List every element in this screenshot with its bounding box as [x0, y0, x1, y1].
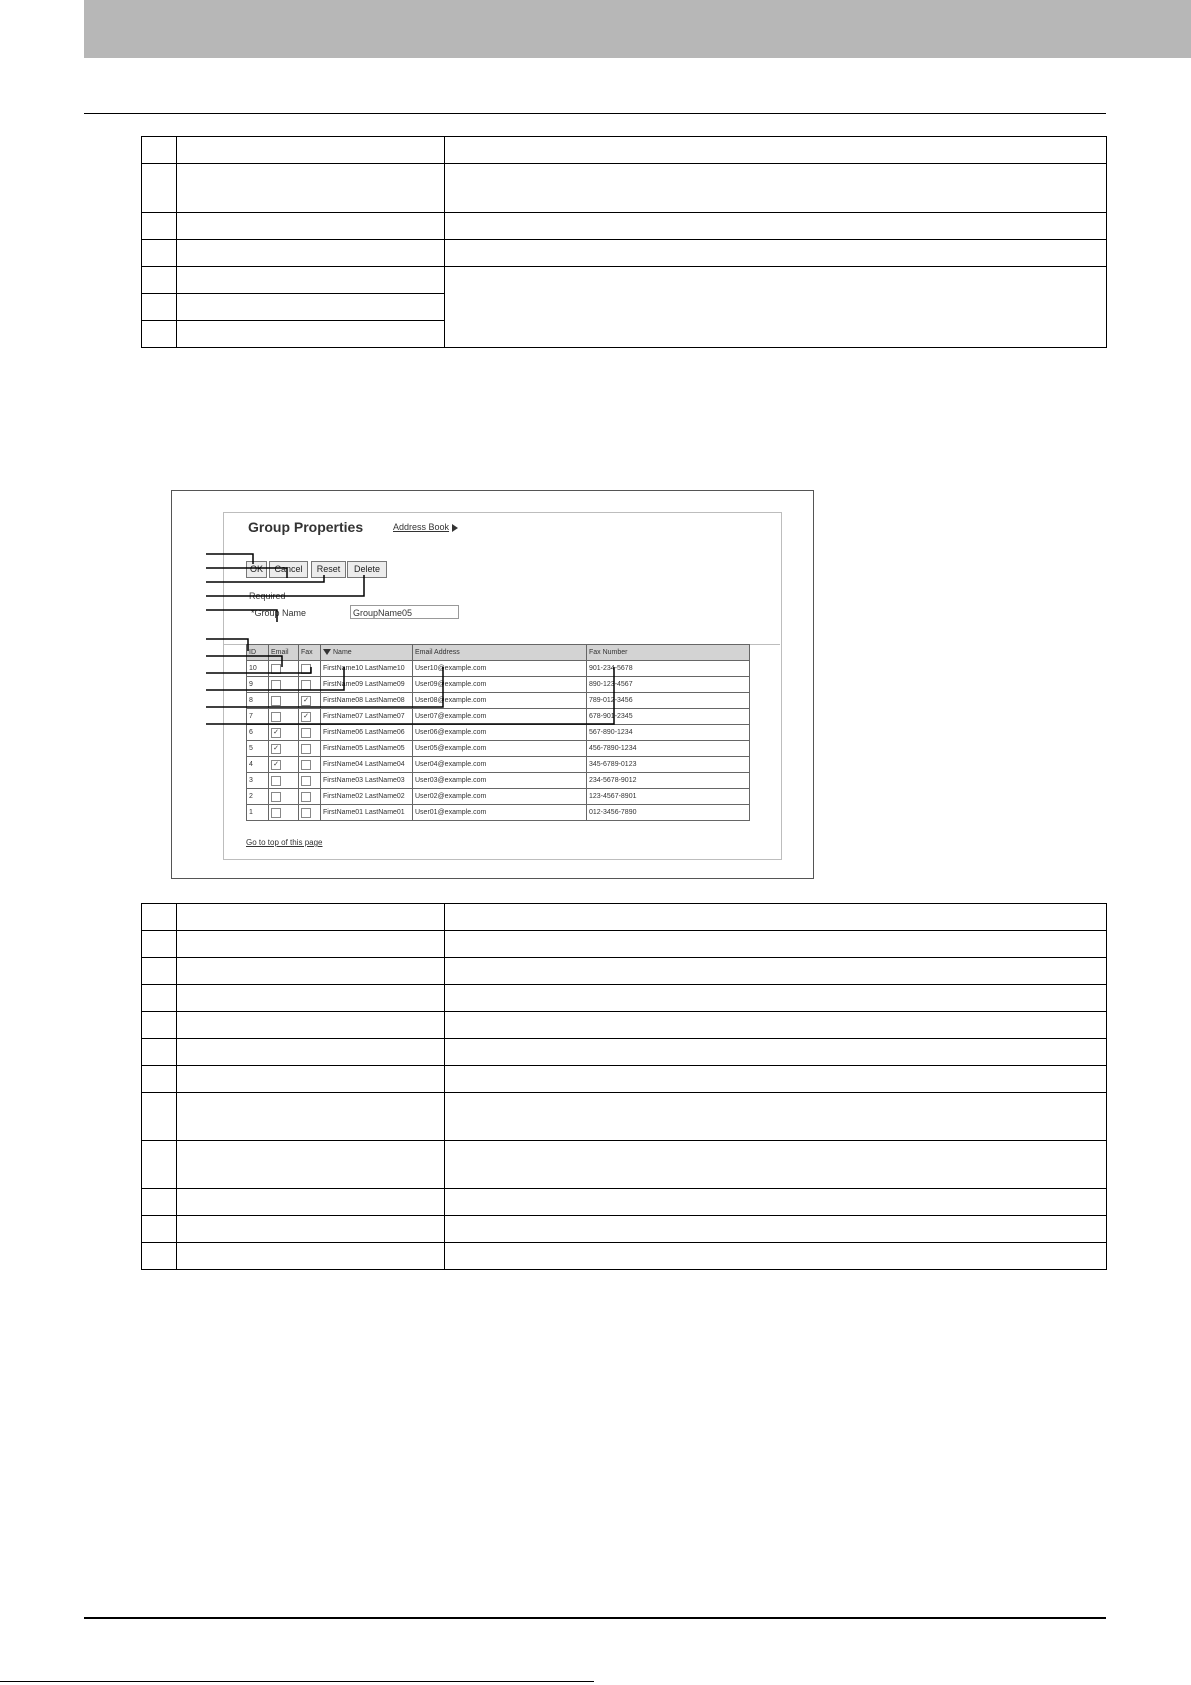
email-checkbox[interactable]: ✓	[271, 728, 281, 738]
cell-fax-number: 234-5678-9012	[587, 773, 750, 789]
column-header-fax[interactable]: Fax	[299, 645, 321, 661]
cell-fax-number: 123-4567-8901	[587, 789, 750, 805]
table-row	[142, 1216, 1107, 1243]
cell-id: 8	[247, 693, 269, 709]
column-header-email[interactable]: Email	[269, 645, 299, 661]
table-row	[142, 904, 1107, 931]
callout-line-reset	[206, 575, 324, 582]
go-to-top-link[interactable]: Go to top of this page	[246, 838, 323, 847]
column-header-fax-number[interactable]: Fax Number	[587, 645, 750, 661]
cell-id: 5	[247, 741, 269, 757]
table-row	[142, 1141, 1107, 1189]
column-header-email-address[interactable]: Email Address	[413, 645, 587, 661]
callout-line-group-name	[206, 610, 277, 622]
cell-email-address: User03@example.com	[413, 773, 587, 789]
cell-fax-number: 678-901-2345	[587, 709, 750, 725]
table-row	[142, 985, 1107, 1012]
footer-line	[0, 1681, 594, 1682]
cell-fax-number: 567-890-1234	[587, 725, 750, 741]
cell-email-address: User01@example.com	[413, 805, 587, 821]
table-row	[142, 958, 1107, 985]
callout-line-fax	[206, 667, 311, 673]
cell-fax-number: 012-3456-7890	[587, 805, 750, 821]
cell-fax-number: 890-123-4567	[587, 677, 750, 693]
table-row	[142, 1189, 1107, 1216]
cell-name[interactable]: FirstName10 LastName10	[321, 661, 413, 677]
ok-button[interactable]: OK	[246, 561, 267, 578]
email-checkbox[interactable]: ✓	[271, 760, 281, 770]
cell-email-address: User10@example.com	[413, 661, 587, 677]
cell-id: 7	[247, 709, 269, 725]
group-name-input[interactable]: GroupName05	[350, 605, 459, 619]
address-book-link[interactable]: Address Book	[393, 522, 458, 532]
cell-name[interactable]: FirstName01 LastName01	[321, 805, 413, 821]
fax-checkbox[interactable]: ✓	[301, 696, 311, 706]
callout-line-name	[206, 667, 344, 690]
cell-id: 3	[247, 773, 269, 789]
table-row	[142, 1066, 1107, 1093]
fax-checkbox[interactable]: ✓	[301, 712, 311, 722]
cell-name[interactable]: FirstName05 LastName05	[321, 741, 413, 757]
cell-id: 4	[247, 757, 269, 773]
cell-email-address: User07@example.com	[413, 709, 587, 725]
cell-fax-number: 456-7890-1234	[587, 741, 750, 757]
cell-fax-number: 789-012-3456	[587, 693, 750, 709]
cell-email-address: User04@example.com	[413, 757, 587, 773]
cell-email-address: User09@example.com	[413, 677, 587, 693]
table-row	[142, 1243, 1107, 1270]
delete-button[interactable]: Delete	[347, 561, 387, 578]
cell-id: 10	[247, 661, 269, 677]
column-header-id[interactable]: ID	[247, 645, 269, 661]
cell-name[interactable]: FirstName07 LastName07	[321, 709, 413, 725]
reset-button[interactable]: Reset	[311, 561, 346, 578]
callout-line-id	[206, 639, 248, 651]
cell-name[interactable]: FirstName02 LastName02	[321, 789, 413, 805]
cell-name[interactable]: FirstName09 LastName09	[321, 677, 413, 693]
callout-line-email	[206, 656, 282, 667]
email-checkbox[interactable]: ✓	[271, 744, 281, 754]
cell-id: 6	[247, 725, 269, 741]
required-note: Required	[249, 591, 286, 601]
footer-rule	[84, 1617, 1106, 1619]
callout-line-fax-number	[206, 667, 614, 724]
table-row	[142, 1012, 1107, 1039]
cell-id: 2	[247, 789, 269, 805]
group-name-label: *Group Name	[251, 608, 307, 618]
table-row	[142, 1093, 1107, 1141]
callout-line-cancel	[206, 568, 287, 578]
cell-fax-number: 901-234-5678	[587, 661, 750, 677]
cell-email-address: User06@example.com	[413, 725, 587, 741]
cell-email-address: User02@example.com	[413, 789, 587, 805]
cell-email-address: User08@example.com	[413, 693, 587, 709]
cell-name[interactable]: FirstName04 LastName04	[321, 757, 413, 773]
cell-id: 1	[247, 805, 269, 821]
table-row	[142, 931, 1107, 958]
table-row	[142, 1039, 1107, 1066]
cell-name[interactable]: FirstName06 LastName06	[321, 725, 413, 741]
column-header-name[interactable]: Name	[321, 645, 413, 661]
page-title: Group Properties	[248, 519, 364, 535]
cell-name[interactable]: FirstName08 LastName08	[321, 693, 413, 709]
cell-id: 9	[247, 677, 269, 693]
cell-fax-number: 345-6789-0123	[587, 757, 750, 773]
cancel-button[interactable]: Cancel	[269, 561, 308, 578]
callout-line-delete	[206, 575, 364, 596]
cell-name[interactable]: FirstName03 LastName03	[321, 773, 413, 789]
reference-table-bottom	[141, 903, 1107, 1270]
cell-email-address: User05@example.com	[413, 741, 587, 757]
callout-line-ok	[206, 554, 253, 564]
